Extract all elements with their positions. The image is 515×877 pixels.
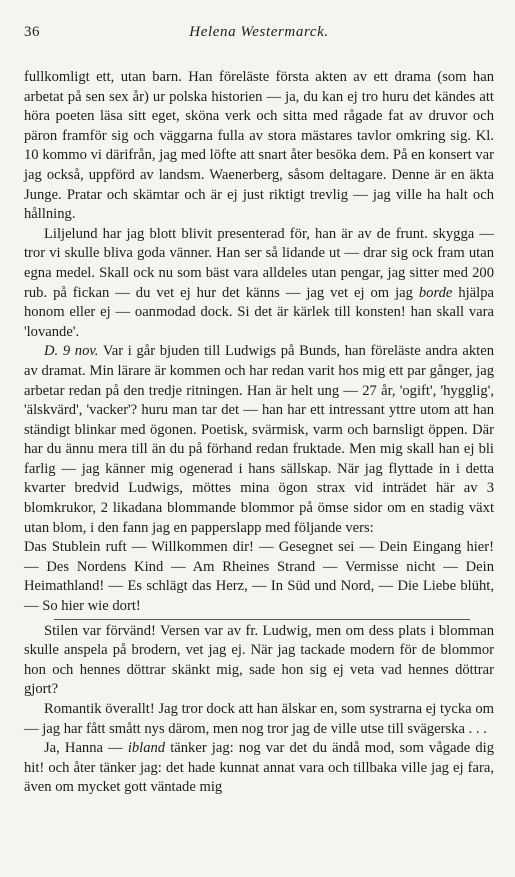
- text-run: hjälpa honom eller ej — oanmodad dock. Si det är kärlek till konsten! han skall vara 'lovande'.: [24, 284, 494, 340]
- text-run: tänker jag: nog var det du ändå mod, som vågade dig hit! och åter tänker jag: det hade kunnat annat vara och tillbaka ville jag ej fara, även om mycket gott väntade mig: [24, 740, 494, 796]
- text-run: Stilen var förvänd! Versen var av fr. Ludwig, men om dess plats i blomman skulle anspela på brodern, vet jag ej. När jag tackade modern för de blommor hon och hennes döttrar skänkt mig, sade hon sig ej veta vad hennes döttrar gjort?: [24, 622, 494, 698]
- text-run: Ja, Hanna —: [44, 740, 128, 757]
- text-run: Var i går bjuden till Ludwigs på Bunds, han föreläste andra akten av dramat. Min lärare är kommen och har redan varit hos mig ett par gånger, jag arbetar redan på den tredje ritningen. Han är helt ung — 27 år, 'ogift', 'hygglig', 'älskvärd', 'vacker'? huru man tar det — han har ett intressant yttre utom att han ständigt blinkar med ögonen. Poetisk, svärmisk, varm och barnsligt öppen. Där har du ännu mera till än du på förhand redan fruktade. Men mig skall han ej bli farlig — jag känner mig ogenerad i hans sällskap. När jag flyttade in i detta kvarter bredvid Ludwigs, möttes mina ögon strax vid inträdet här av 3 blomkrukor, 2 likadana blommande blommor på ömse sidor om en stadig växt utan blom, i den fann jag en papperslapp med följande vers:: [24, 343, 495, 536]
- paragraph: [24, 622, 494, 700]
- text-run: Liljelund har jag blott blivit presenterad för, han är av de frunt. skygga — tror vi skulle bliva goda vänner. Han ser så lidande ut — drar sig ock fram utan egna medel. Skall ock nu som bäst vara alldeles utan pengar, jag sitter med 200 rub. på fickan — du vet ej hur det känns — jag vet ej om jag: [24, 225, 494, 301]
- text-run: Das Stublein ruft — Willkommen dir! — Gesegnet sei — Dein Eingang hier! — Des Nordens Kind — Am Rheines Strand — Vermisse nicht — Dein Heimathland! — Es schlägt das Herz, — In Süd und Nord, — Die Liebe blüht, — So hier wie dort!: [24, 539, 494, 615]
- text-run: Romantik överallt! Jag tror dock att han älskar en, som systrarna ej tycka om — jag har fått smått nys därom, men nog tror jag de ville utse till svägerska . . .: [24, 701, 494, 737]
- paragraph: [24, 700, 494, 739]
- page-number: 36: [24, 24, 40, 40]
- verse-block: [24, 538, 494, 616]
- paragraph: [24, 739, 494, 798]
- text-run: fullkomligt ett, utan barn. Han föreläste första akten av ett drama (som han arbetat på sen sex år) ur polska historien — ja, du kan ej tro huru det kändes att höra poeten läsa sitt eget, sköna verk och sitta med rågade fat av druvor och päron framför sig och väggarna fulla av stora mästares tavlor omkring sig. Kl. 10 kommo vi därifrån, jag med löfte att snart åter besöka dem. På en konsert var jag också, uppförd av landsm. Waenerberg, såsom deltagare. Denne är en äkta Junge. Pratar och skämtar och är ej just riktigt trevlig — jag ville ha halt och hållning.: [24, 69, 494, 223]
- page-header: [24, 24, 494, 46]
- divider: [54, 619, 470, 620]
- italic-text: D. 9 nov.: [44, 343, 99, 360]
- running-head: Helena Westermarck.: [189, 24, 329, 40]
- italic-text: ibland: [127, 740, 166, 757]
- body-text: [24, 68, 494, 798]
- paragraph: [24, 225, 494, 343]
- italic-text: borde: [418, 284, 453, 301]
- paragraph: [24, 68, 494, 225]
- diary-entry-paragraph: [24, 342, 494, 538]
